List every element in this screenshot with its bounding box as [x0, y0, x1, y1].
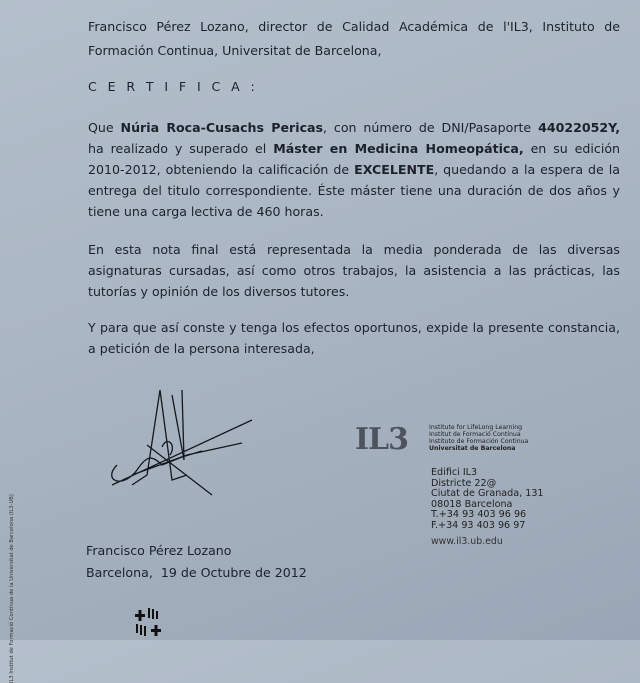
address-line: T.+34 93 403 96 96 [431, 509, 527, 521]
il3-institution-names [429, 424, 528, 452]
inst-name: Universitat de Barcelona [429, 445, 516, 452]
p1-line-1: Que Núria Roca-Cusachs Pericas, con número de DNI/Pasaporte 44022052Y, [88, 120, 620, 135]
p3-line-1: Y para que así conste y tenga los efectos oportunos, expide la presente constancia, [88, 320, 620, 335]
p2-line-2: asignaturas cursadas, así como otros trabajos, la asistencia a las prácticas, las [88, 263, 620, 278]
p2-line-1: En esta nota final está representada la media ponderada de las diversas [88, 242, 620, 257]
p3-line-2: a petición de la persona interesada, [88, 341, 315, 356]
place-date: Barcelona, 19 de Octubre de 2012 [86, 565, 307, 580]
inst-name: Instituto de Formación Continua [429, 438, 529, 445]
address-line: Ciutat de Granada, 131 [431, 488, 544, 500]
il3-website: www.il3.ub.edu [431, 536, 503, 547]
address-line: 08018 Barcelona [431, 498, 513, 510]
p2-line-3: tutorías y opinión de los diversos tutores. [88, 284, 350, 299]
address-line: Districte 22@ [431, 477, 497, 489]
side-legal-text: IL3 Institut de Formació Contínua de la Universitat de Barcelona (IL3-UB) [9, 494, 15, 683]
address-line: F.+34 93 403 96 97 [431, 519, 526, 531]
p1-line-3: 2010-2012, obteniendo la calificación de EXCELENTE, quedando a la espera de la [88, 162, 620, 177]
p1-line-5: tiene una carga lectiva de 460 horas. [88, 204, 324, 219]
p1-line-4: entrega del titulo correspondiente. Éste máster tiene una duración de dos años y [88, 183, 620, 198]
p1-line-2: ha realizado y superado el Máster en Medicina Homeopática, en su edición [88, 141, 621, 156]
il3-logo: IL3 [355, 422, 409, 457]
address-line: Edifici IL3 [431, 467, 478, 478]
header-line-1: Francisco Pérez Lozano, director de Calidad Académica de l'IL3, Instituto de [88, 19, 620, 34]
signer-name: Francisco Pérez Lozano [86, 543, 232, 558]
signature [92, 385, 292, 505]
inst-name: Institut de Formació Contínua [429, 431, 521, 438]
il3-address [431, 468, 544, 532]
certifica-heading: C E R T I F I C A : [88, 79, 259, 94]
header-line-2: Formación Continua, Universitat de Barcelona, [88, 43, 382, 58]
ub-logo-icon [135, 608, 171, 640]
inst-name: Institute for LifeLong Learning [429, 424, 523, 431]
